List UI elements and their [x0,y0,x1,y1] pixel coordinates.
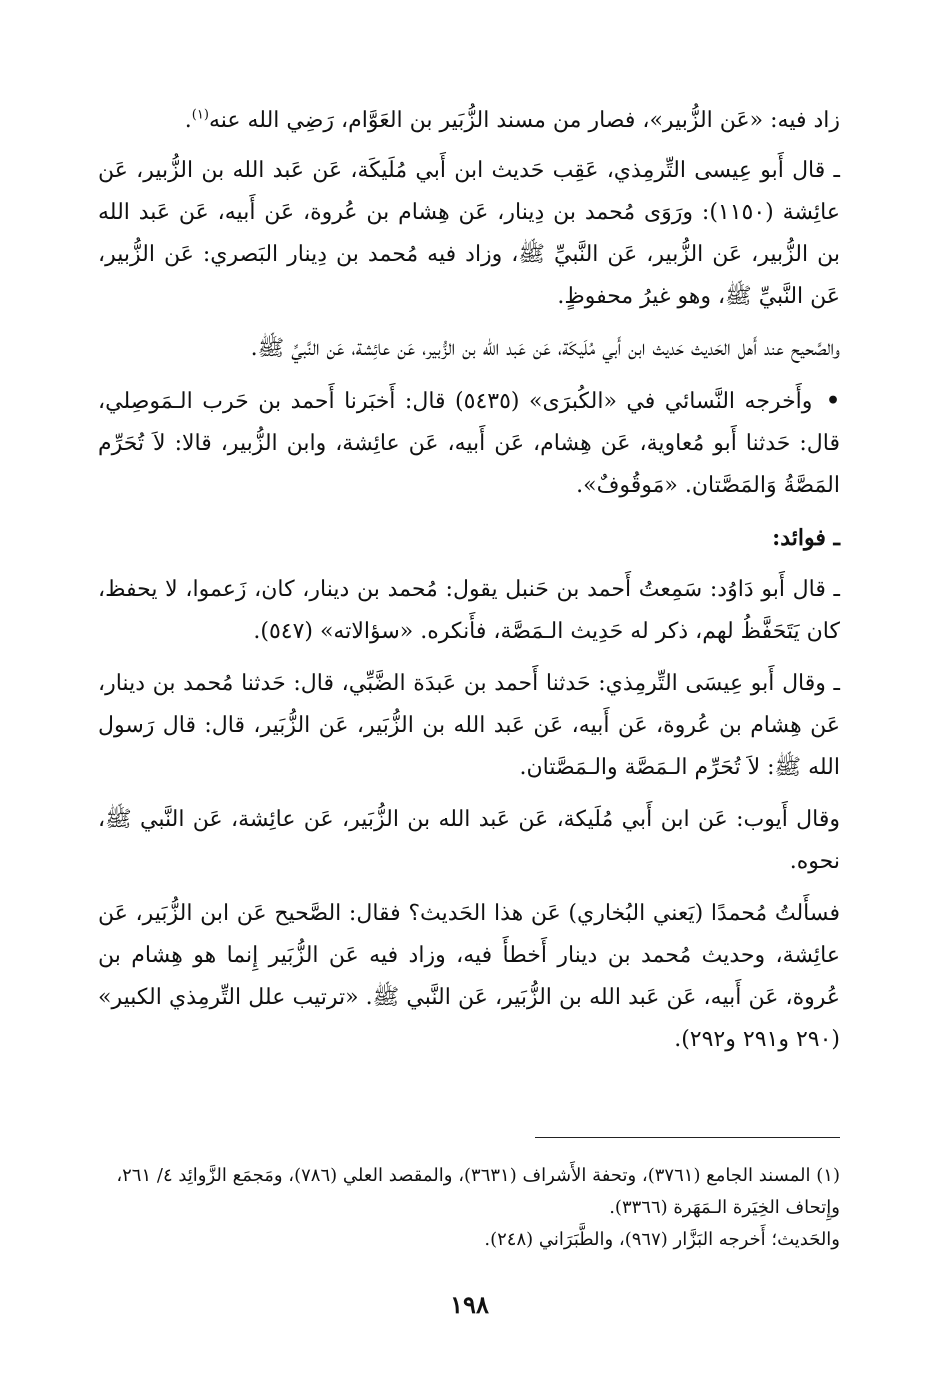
paragraph-1-end: . [184,108,192,133]
paragraph-4-text: وأَخرجه النَّسائي في «الكُبرَى» (٥٤٣٥) قال: أَخبَرنا أَحمد بن حَرب الـمَوصِلي، قال: حَدثنا أَبو مُعاوية، عَن هِشام، عَن أَبيه، عَن عائِشة، وابن الزُّبير، قالا: لاَ تُحَرِّم المَصَّةُ وَالمَصَّتان. «مَوقُوفٌ». [98,389,840,498]
footnote-divider [535,1137,840,1138]
footnote-ref-1: (١) [191,107,209,123]
paragraph-1-text: زاد فيه: «عَن الزُّبير»، فصار من مسند الزُّبَير بن العَوَّام، رَضِي الله عنه [208,108,840,133]
section-heading: ـ فوائد: [772,525,840,551]
paragraph-6: ـ وقال أَبو عِيسَى التِّرمِذي: حَدثنا أَحمد بن عَبدَة الضَّبِّي، قال: حَدثنا مُحمد بن دينار، عَن هِشام بن عُروة، عَن أَبيه، عَن عَبد الله بن الزُّبَير، عَن الزُّبَير، قال: قال رَسول الله ﷺ: لاَ تُحَرِّم الـمَصَّة والـمَصَّتان. [98,671,840,780]
paragraph-4 [98,380,840,507]
footnotes [98,1160,840,1256]
paragraph-7: وقال أَيوب: عَن ابن أَبي مُلَيكة، عَن عَبد الله بن الزُّبَير، عَن عائِشة، عَن النَّبي ﷺ، نحوه. [98,807,840,874]
footnote-1: (١) المسند الجامع (٣٧٦١)، وتحفة الأَشراف (٣٦٣١)، والمقصد العلي (٧٨٦)، ومَجمَع الزَّوائِد ٤/ ٢٦١، وإِتحاف الخِيَرة الـمَهَرة (٣٣٦٦). [116,1165,840,1218]
paragraph-8: فسأَلتُ مُحمدًا (يَعني البُخاري) عَن هذا الحَديث؟ فقال: الصَّحيح عَن ابن الزُّبَير، عَن عائِشة، وحديث مُحمد بن دينار أَخطأَ فيه، وزاد فيه عَن الزُّبَير إِنما هو هِشام بن عُروة، عَن أَبيه، عَن عَبد الله بن الزُّبَير، عَن النَّبي ﷺ. «ترتيب علل التِّرمِذي الكبير» (٢٩٠ و٢٩١ و٢٩٢). [98,901,840,1052]
paragraph-5: ـ قال أَبو دَاوُد: سَمِعتُ أَحمد بن حَنبل يقول: مُحمد بن دينار، كان، زَعموا، لا يحفظ، كان يَتَحَفَّظُ لهم، ذكر له حَدِيث الـمَصَّة، فأَنكره. «سؤالاته» (٥٤٧). [98,577,840,644]
paragraph-2: ـ قال أَبو عِيسى التِّرمِذي، عَقِب حَديث ابن أَبي مُلَيكَة، عَن عَبد الله بن الزُّبير، عَن عائِشة (١١٥٠): ورَوَى مُحمد بن دِينار، عَن هِشام بن عُروة، عَن أَبيه، عَن عَبد الله بن الزُّبير، عَن الزُّبير، عَن النَّبيِّ ﷺ، وزاد فيه مُحمد بن دِينار البَصري: عَن الزُّبير، عَن النَّبيِّ ﷺ، وهو غيرُ محفوظٍ. [98,158,840,309]
bullet-icon: • [825,388,840,414]
paragraph-1 [98,100,840,142]
page-number: ١٩٨ [450,1290,489,1319]
paragraph-3: والصَّحيح عند أَهل الحَديث حَديث ابن أَبي مُلَيكَة، عَن عَبد الله بن الزُّبير، عَن عائِشة، عَن النَّبيِّ ﷺ. [250,336,840,361]
footnote-2: والحَديث؛ أَخرجه البَزَّار (٩٦٧)، والطَّبَرَاني (٢٤٨). [484,1229,840,1250]
main-text [98,100,840,1071]
